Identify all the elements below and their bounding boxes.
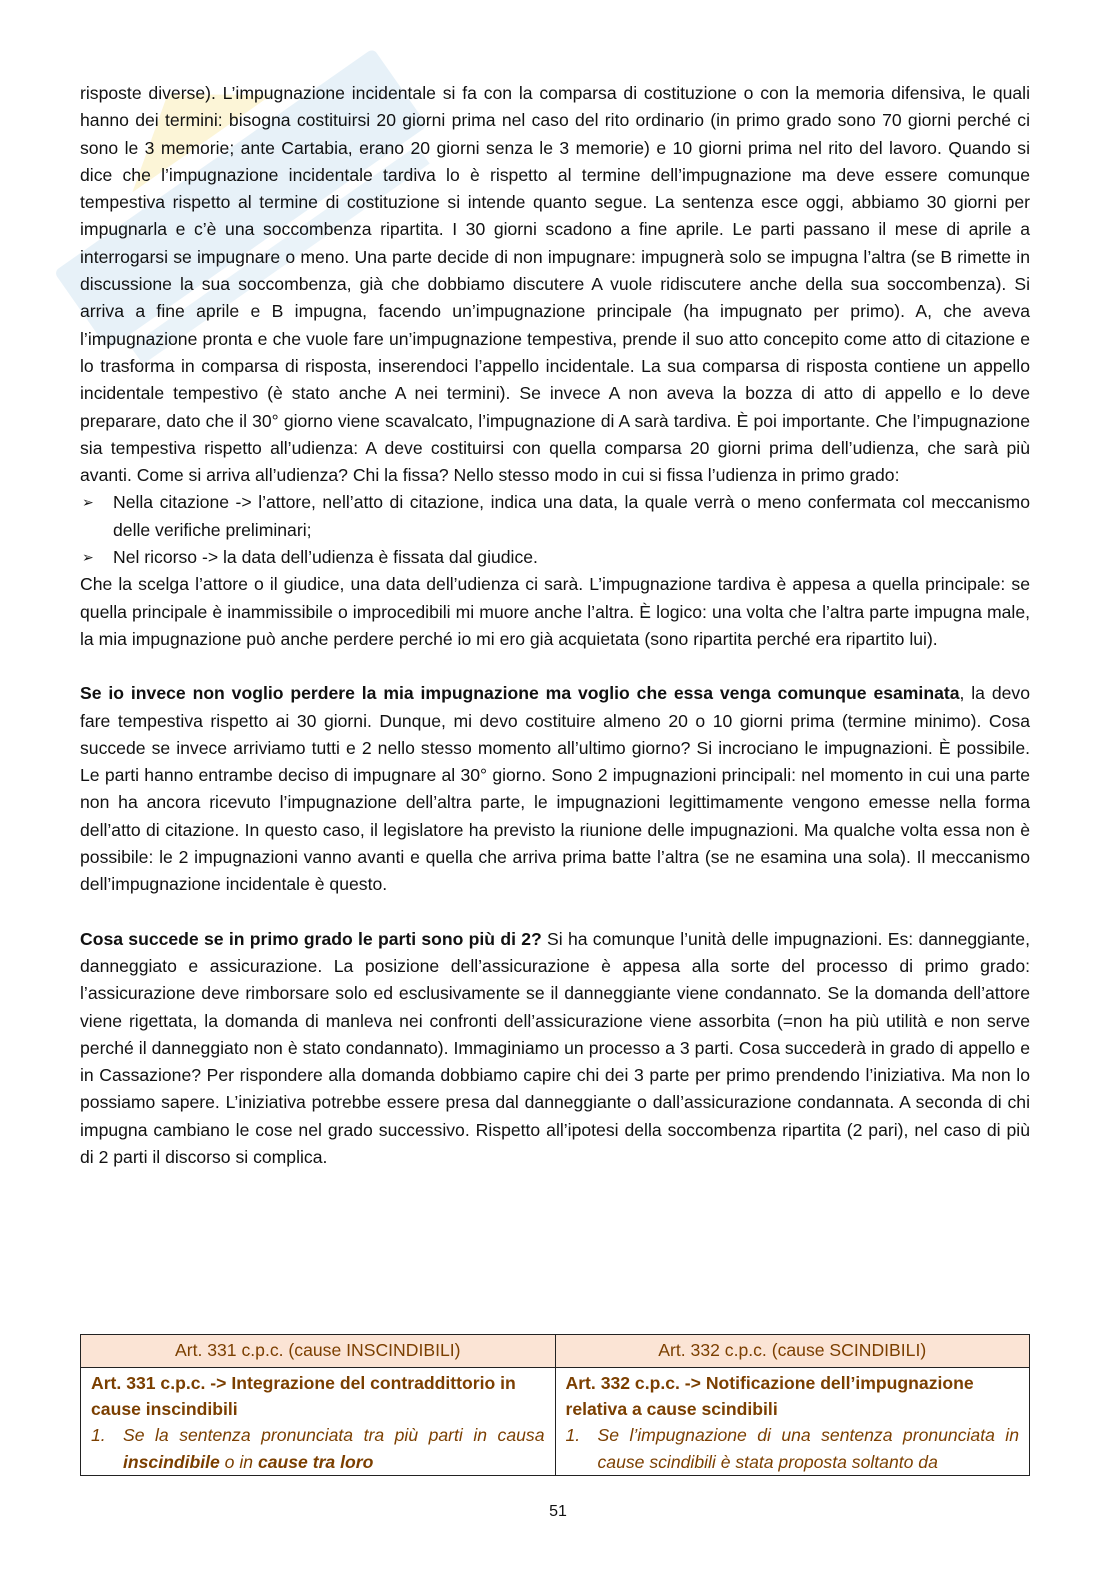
paragraph-4 <box>80 926 1030 1172</box>
table-cell-art-331 <box>81 1368 556 1476</box>
page-number: 51 <box>549 1503 567 1520</box>
table-header-art-331: Art. 331 c.p.c. (cause INSCINDIBILI) <box>81 1335 556 1368</box>
bullet-text: Nella citazione -> l’attore, nell’atto di citazione, indica una data, la quale verrà o meno confermata col meccanismo delle verifiche preliminari; <box>113 492 1030 540</box>
bullet-text: Nel ricorso -> la data dell’udienza è fissata dal giudice. <box>113 547 538 568</box>
table-header-art-332: Art. 332 c.p.c. (cause SCINDIBILI) <box>555 1335 1030 1368</box>
paragraph-3-text: , la devo fare tempestiva rispetto ai 30 giorni. Dunque, mi devo costituire almeno 20 o 10 giorni prima (termine minimo). Cosa succede se invece arriviamo tutti e 2 nello stesso momento all’ultimo giorno? Si incrociano le impugnazioni. È possibile. Le parti hanno entrambe deciso di impugnare al 30° giorno. Sono 2 impugnazioni principali: nel momento in cui una parte non ha ancora ricevuto l’impugnazione dell’altra parte, le impugnazioni legittimamente vengono emesse nella forma dell’atto di citazione. In questo caso, il legislatore ha previsto la riunione delle impugnazioni. Ma qualche volta essa non è possibile: le 2 impugnazioni vanno avanti e quella che arriva prima batte l’altra (se ne esamina una sola). Il meccanismo dell’impugnazione incidentale è questo. <box>80 683 1030 895</box>
item-text-part: o in <box>219 1452 258 1472</box>
bullet-item <box>80 544 1030 571</box>
art-332-subtitle: Art. 332 c.p.c. -> Notificazione dell’impugnazione relativa a cause scindibili <box>565 1373 974 1419</box>
art-332-item <box>566 1422 1020 1472</box>
item-number: 1. <box>565 1425 581 1445</box>
paragraph-1: risposte diverse). L’impugnazione incidentale si fa con la comparsa di costituzione o con la memoria difensiva, le quali hanno dei termini: bisogna costituirsi 20 giorni prima nel caso del rito ordinario (in primo grado sono 70 giorni perché ci sono le 3 memorie; ante Cartabia, erano 20 giorni senza le 3 memorie) e 10 giorni prima nel rito del lavoro. Quando si dice che l’impugnazione incidentale tardiva lo è rispetto al termine dell’impugnazione ma deve essere comunque tempestiva rispetto al termine di costituzione si intende quanto segue. La sentenza esce oggi, abbiamo 30 giorni per impugnarla e c’è una soccombenza ripartita. I 30 giorni scadono a fine aprile. Le parti passano il mese di aprile a interrogarsi se impugnare o meno. Una parte decide di non impugnare: impugnerà solo se impugna l’altra (se B rimette in discussione la sua soccombenza, già che dobbiamo discutere A vuole ridiscutere anche della sua soccombenza). Si arriva a fine aprile e B impugna, facendo un’impugnazione principale (ha impugnato per primo). A, che aveva l’impugnazione pronta e che vuole fare un’impugnazione tempestiva, prende il suo atto concepito come atto di citazione e lo trasforma in comparsa di risposta, inserendoci l’appello incidentale. La sua comparsa di risposta contiene un appello incidentale tempestivo (è stato anche A nei termini). Se invece A non aveva la bozza di atto di appello e lo deve preparare, dato che il 30° giorno viene scavalcato, l’impugnazione di A sarà tardiva. È poi importante. Che l’impugnazione sia tempestiva rispetto all’udienza: A deve costituirsi con quella comparsa 20 giorni prima dell’udienza, che sarà più avanti. Come si arriva all’udienza? Chi la fissa? Nello stesso modo in cui si fissa l’udienza in primo grado: <box>80 83 1030 486</box>
paragraph-2: Che la scelga l’attore o il giudice, una data dell’udienza ci sarà. L’impugnazione tardiva è appesa a quella principale: se quella principale è inammissibile o improcedibili mi muore anche l’altra. È logico: una volta che l’altra parte impugna male, la mia impugnazione può anche perdere perché io mi ero già acquietata (sono ripartita perché era ripartito lui). <box>80 574 1030 649</box>
table-cell-art-332 <box>555 1368 1030 1476</box>
item-number: 1. <box>91 1425 106 1445</box>
paragraph-4-text: Si ha comunque l’unità delle impugnazioni. Es: danneggiante, danneggiato e assicurazione. La posizione dell’assicurazione è appesa alla sorte del processo di primo grado: l’assicurazione deve rimborsare solo ed esclusivamente se il danneggiante viene condannato. Se la domanda dell’attore viene rigettata, la domanda di manleva nei confronti dell’assicurazione viene assorbita (=non ha più utilità e non serve perché il danneggiato non è stato condannato). Immaginiamo un processo a 3 parti. Cosa succederà in grado di appello e in Cassazione? Per rispondere alla domanda dobbiamo capire chi dei 3 parte per primo prendendo l’iniziativa. Ma non lo possiamo sapere. L’iniziativa potrebbe essere presa dal danneggiante o dall’assicurazione condannata. A seconda di chi impugna cambiano le cose nel grado successivo. Rispetto all’ipotesi della soccombenza ripartita (2 pari), nel caso di più di 2 parti il discorso si complica. <box>80 928 1030 1167</box>
arrow-bullet-icon: ➢ <box>82 549 94 566</box>
paragraph-3 <box>80 680 1030 898</box>
arrow-bullet-icon: ➢ <box>82 494 94 511</box>
paragraph-3-heading: Se io invece non voglio perdere la mia impugnazione ma voglio che essa venga comunque esaminata <box>80 683 960 704</box>
item-text: Se l’impugnazione di una sentenza pronunciata in cause scindibili è stata proposta soltanto da <box>597 1425 1019 1472</box>
art-331-item <box>91 1422 545 1472</box>
document-body <box>80 80 1030 1171</box>
art-331-subtitle: Art. 331 c.p.c. -> Integrazione del contraddittorio in cause inscindibili <box>91 1373 516 1419</box>
bullet-list <box>80 489 1030 571</box>
articles-table <box>80 1334 1030 1476</box>
paragraph-4-heading: Cosa succede se in primo grado le parti sono più di 2? <box>80 928 542 949</box>
bullet-item <box>80 489 1030 544</box>
item-text-bold: cause tra loro <box>257 1452 374 1472</box>
item-text-part: Se la sentenza pronunciata tra più parti in causa <box>123 1425 545 1445</box>
item-text-bold: inscindibile <box>123 1452 220 1472</box>
item-text <box>123 1422 545 1472</box>
